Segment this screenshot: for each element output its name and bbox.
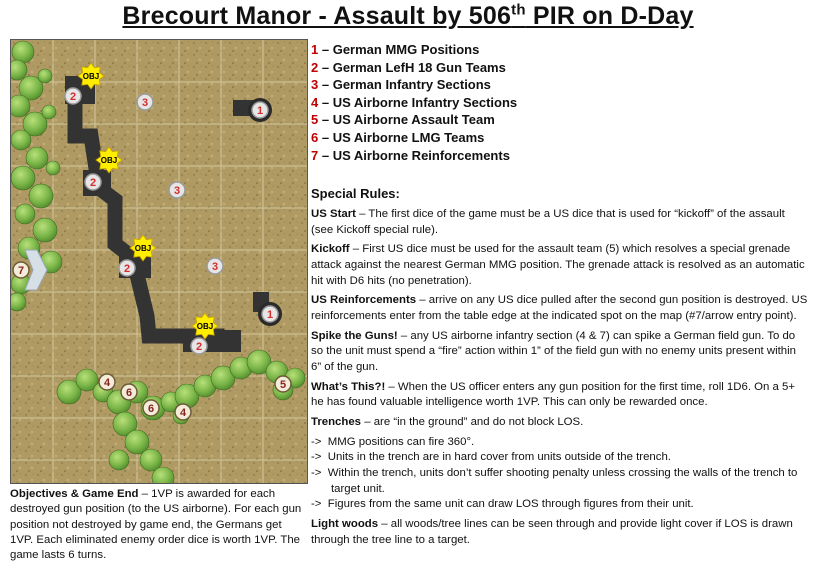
- trench-points: [311, 435, 808, 513]
- rule-paragraph: Kickoff – First US dice must be used for the assault team (5) which resolves a special grenade attack against the nearest German MMG position. The grenade attack is resolved as an automatic hit with D6 hits (no penetration).: [311, 243, 805, 287]
- map-marker-german-infantry: [207, 258, 223, 274]
- map-marker-gun: [65, 88, 81, 104]
- rule-light-woods: Light woods – all woods/tree lines can be seen through and provide light cover if LOS is drawn through the tree line to a target.: [311, 518, 793, 546]
- legend-item: 5 – US Airborne Assault Team: [311, 112, 495, 128]
- special-rules-heading: Special Rules:: [311, 186, 400, 201]
- trench-point: -> Units in the trench are in hard cover from units outside of the trench.: [311, 451, 671, 464]
- svg-text:4: 4: [179, 407, 187, 419]
- legend-item: 7 – US Airborne Reinforcements: [311, 147, 510, 163]
- svg-text:6: 6: [147, 403, 155, 415]
- map-marker-us-lmg: [143, 400, 159, 416]
- svg-text:2: 2: [123, 263, 131, 275]
- svg-text:OBJ: OBJ: [100, 156, 118, 165]
- map-marker-mmg: [248, 98, 272, 122]
- svg-text:5: 5: [279, 379, 287, 391]
- map-marker-us-infantry: [175, 404, 191, 420]
- objective-marker: [78, 63, 104, 89]
- objective-marker: [130, 235, 156, 261]
- map-marker-german-infantry: [169, 182, 185, 198]
- legend-item: 3 – German Infantry Sections: [311, 77, 491, 93]
- legend-item: 4 – US Airborne Infantry Sections: [311, 94, 518, 110]
- map-marker-reinforcement: [13, 262, 29, 278]
- svg-text:3: 3: [211, 261, 219, 273]
- map-marker-gun: [119, 260, 135, 276]
- svg-text:3: 3: [173, 185, 181, 197]
- legend-item: 1 – German MMG Positions: [311, 42, 480, 57]
- map-marker-gun: [191, 338, 207, 354]
- page-title: Brecourt Manor - Assault by 506th PIR on D-Day: [122, 1, 694, 30]
- map-marker-us-infantry: [99, 374, 115, 390]
- svg-text:OBJ: OBJ: [196, 322, 214, 331]
- objective-marker: [192, 313, 218, 339]
- svg-text:4: 4: [103, 377, 111, 389]
- trench-point: -> Figures from the same unit can draw LOS through figures from their unit.: [311, 498, 694, 511]
- objectives-game-end: Objectives & Game End – 1VP is awarded for each destroyed gun position (to the US airborne). For each gun position not destroyed by game end, the Germans get 1VP. Each eliminated enemy order dice is worth 1VP. The game lasts 6 turns.: [10, 488, 302, 562]
- unit-legend: [311, 41, 517, 164]
- svg-text:1: 1: [256, 105, 264, 117]
- rule-paragraph: US Reinforcements – arrive on any US dice pulled after the second gun position is destroyed. US reinforcements enter from the table edge at the indicated spot on the map (#7/arrow entry point).: [311, 294, 808, 322]
- svg-text:2: 2: [195, 341, 203, 353]
- rule-paragraph: US Start – The first dice of the game must be a US dice that is used for “kickoff” of the assault (see Kickoff special rule).: [311, 208, 785, 236]
- rule-paragraph: Trenches – are “in the ground” and do not block LOS.: [311, 416, 584, 429]
- trench-point: -> MMG positions can fire 360°.: [311, 435, 475, 448]
- legend-item: 2 – German LefH 18 Gun Teams: [311, 59, 506, 75]
- rule-paragraph: What’s This?! – When the US officer enters any gun position for the first time, roll 1D6. On a 5+ he has found valuable intelligence worth 1VP. This can only be rewarded once.: [311, 380, 795, 409]
- battle-map: [10, 39, 308, 484]
- svg-text:1: 1: [266, 309, 274, 321]
- svg-text:2: 2: [69, 91, 77, 103]
- map-marker-us-assault: [275, 376, 291, 392]
- rule-paragraph: Spike the Guns! – any US airborne infantry section (4 & 7) can spike a German field gun. To do so the unit must spend a “fire” action within 1” of the field gun with no enemy units present within 6” of the gun.: [311, 329, 796, 373]
- svg-text:6: 6: [125, 387, 133, 399]
- svg-text:OBJ: OBJ: [134, 244, 152, 253]
- map-marker-us-lmg: [121, 384, 137, 400]
- svg-text:3: 3: [141, 97, 149, 109]
- legend-item: 6 – US Airborne LMG Teams: [311, 129, 485, 145]
- map-marker-mmg: [258, 302, 282, 326]
- objective-marker: [96, 147, 122, 173]
- svg-text:7: 7: [17, 265, 25, 277]
- trench-point: -> Within the trench, units don’t suffer shooting penalty unless crossing the walls of the trench to target unit.: [311, 467, 798, 495]
- svg-text:OBJ: OBJ: [82, 72, 100, 81]
- svg-text:2: 2: [89, 177, 97, 189]
- map-marker-gun: [85, 174, 101, 190]
- map-marker-german-infantry: [137, 94, 153, 110]
- special-rules: [311, 207, 808, 552]
